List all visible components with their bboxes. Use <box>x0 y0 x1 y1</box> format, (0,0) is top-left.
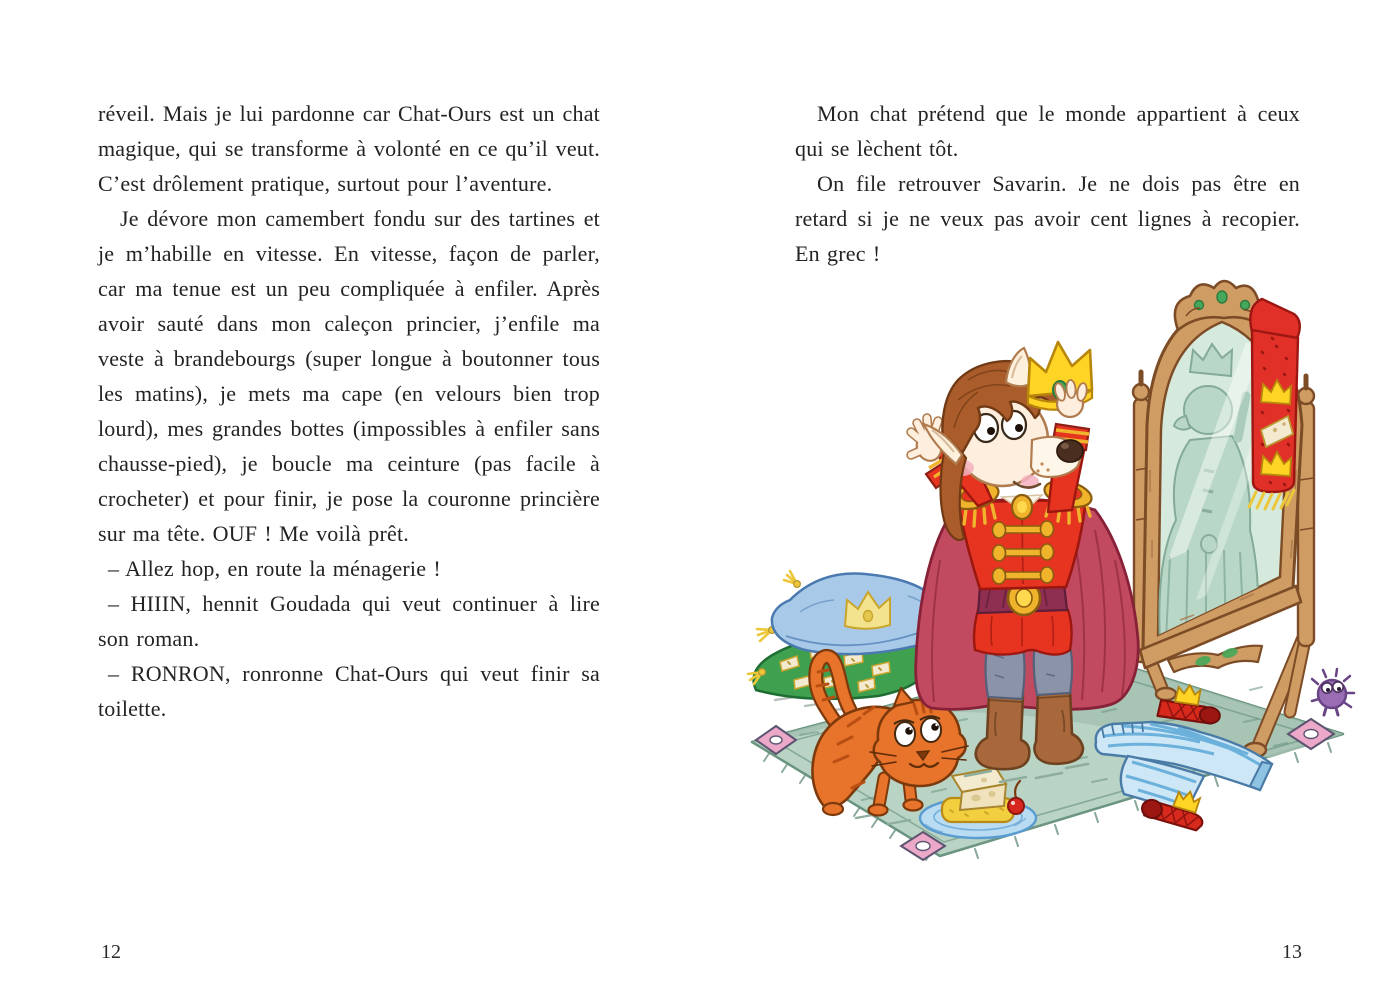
paragraph: Mon chat prétend que le monde appartient à ceux qui se lèchent tôt. <box>795 101 1300 161</box>
illustration-prince-bedroom <box>740 270 1360 910</box>
nose <box>1057 440 1083 462</box>
cat-head <box>874 700 966 786</box>
right-hand <box>1053 380 1088 417</box>
dialogue-line: – Allez hop, en route la ménagerie ! <box>108 556 441 581</box>
paragraph: On file retrouver Savarin. Je ne dois pas être en retard si je ne veux pas avoir cent lignes à recopier. En grec ! <box>795 171 1300 266</box>
left-page-text <box>98 96 600 726</box>
right-page-text <box>795 96 1300 271</box>
dialogue-line: – RONRON, ronronne Chat-Ours qui veut finir sa toilette. <box>98 661 600 721</box>
page-number-left: 12 <box>101 941 121 963</box>
brandebourg-toggles <box>993 521 1054 584</box>
page-number-right: 13 <box>1282 941 1302 963</box>
scarf <box>1249 299 1300 509</box>
purple-creature <box>1312 669 1354 715</box>
dialogue-line: – HIIIN, hennit Goudada qui veut continuer à lire son roman. <box>98 591 600 651</box>
paragraph: réveil. Mais je lui pardonne car Chat-Ours est un chat magique, qui se transforme à volonté en ce qu’il veut. C’est drôlement pratique, surtout pour l’aventure. <box>98 101 600 196</box>
paragraph: Je dévore mon camembert fondu sur des tartines et je m’habille en vitesse. En vitesse, façon de parler, car ma tenue est un peu compliquée à enfiler. Après avoir sauté dans mon caleçon princier, j’enfile ma veste à brandebourgs (super longue à boutonner tous les matins), je mets ma cape (en velours bien trop lourd), mes grandes bottes (impossibles à enfiler sans chausse-pied), je boucle ma ceinture (pas facile à crocheter) et pour finir, je pose la couronne princière sur ma tête. OUF ! Me voilà prêt. <box>98 206 600 546</box>
